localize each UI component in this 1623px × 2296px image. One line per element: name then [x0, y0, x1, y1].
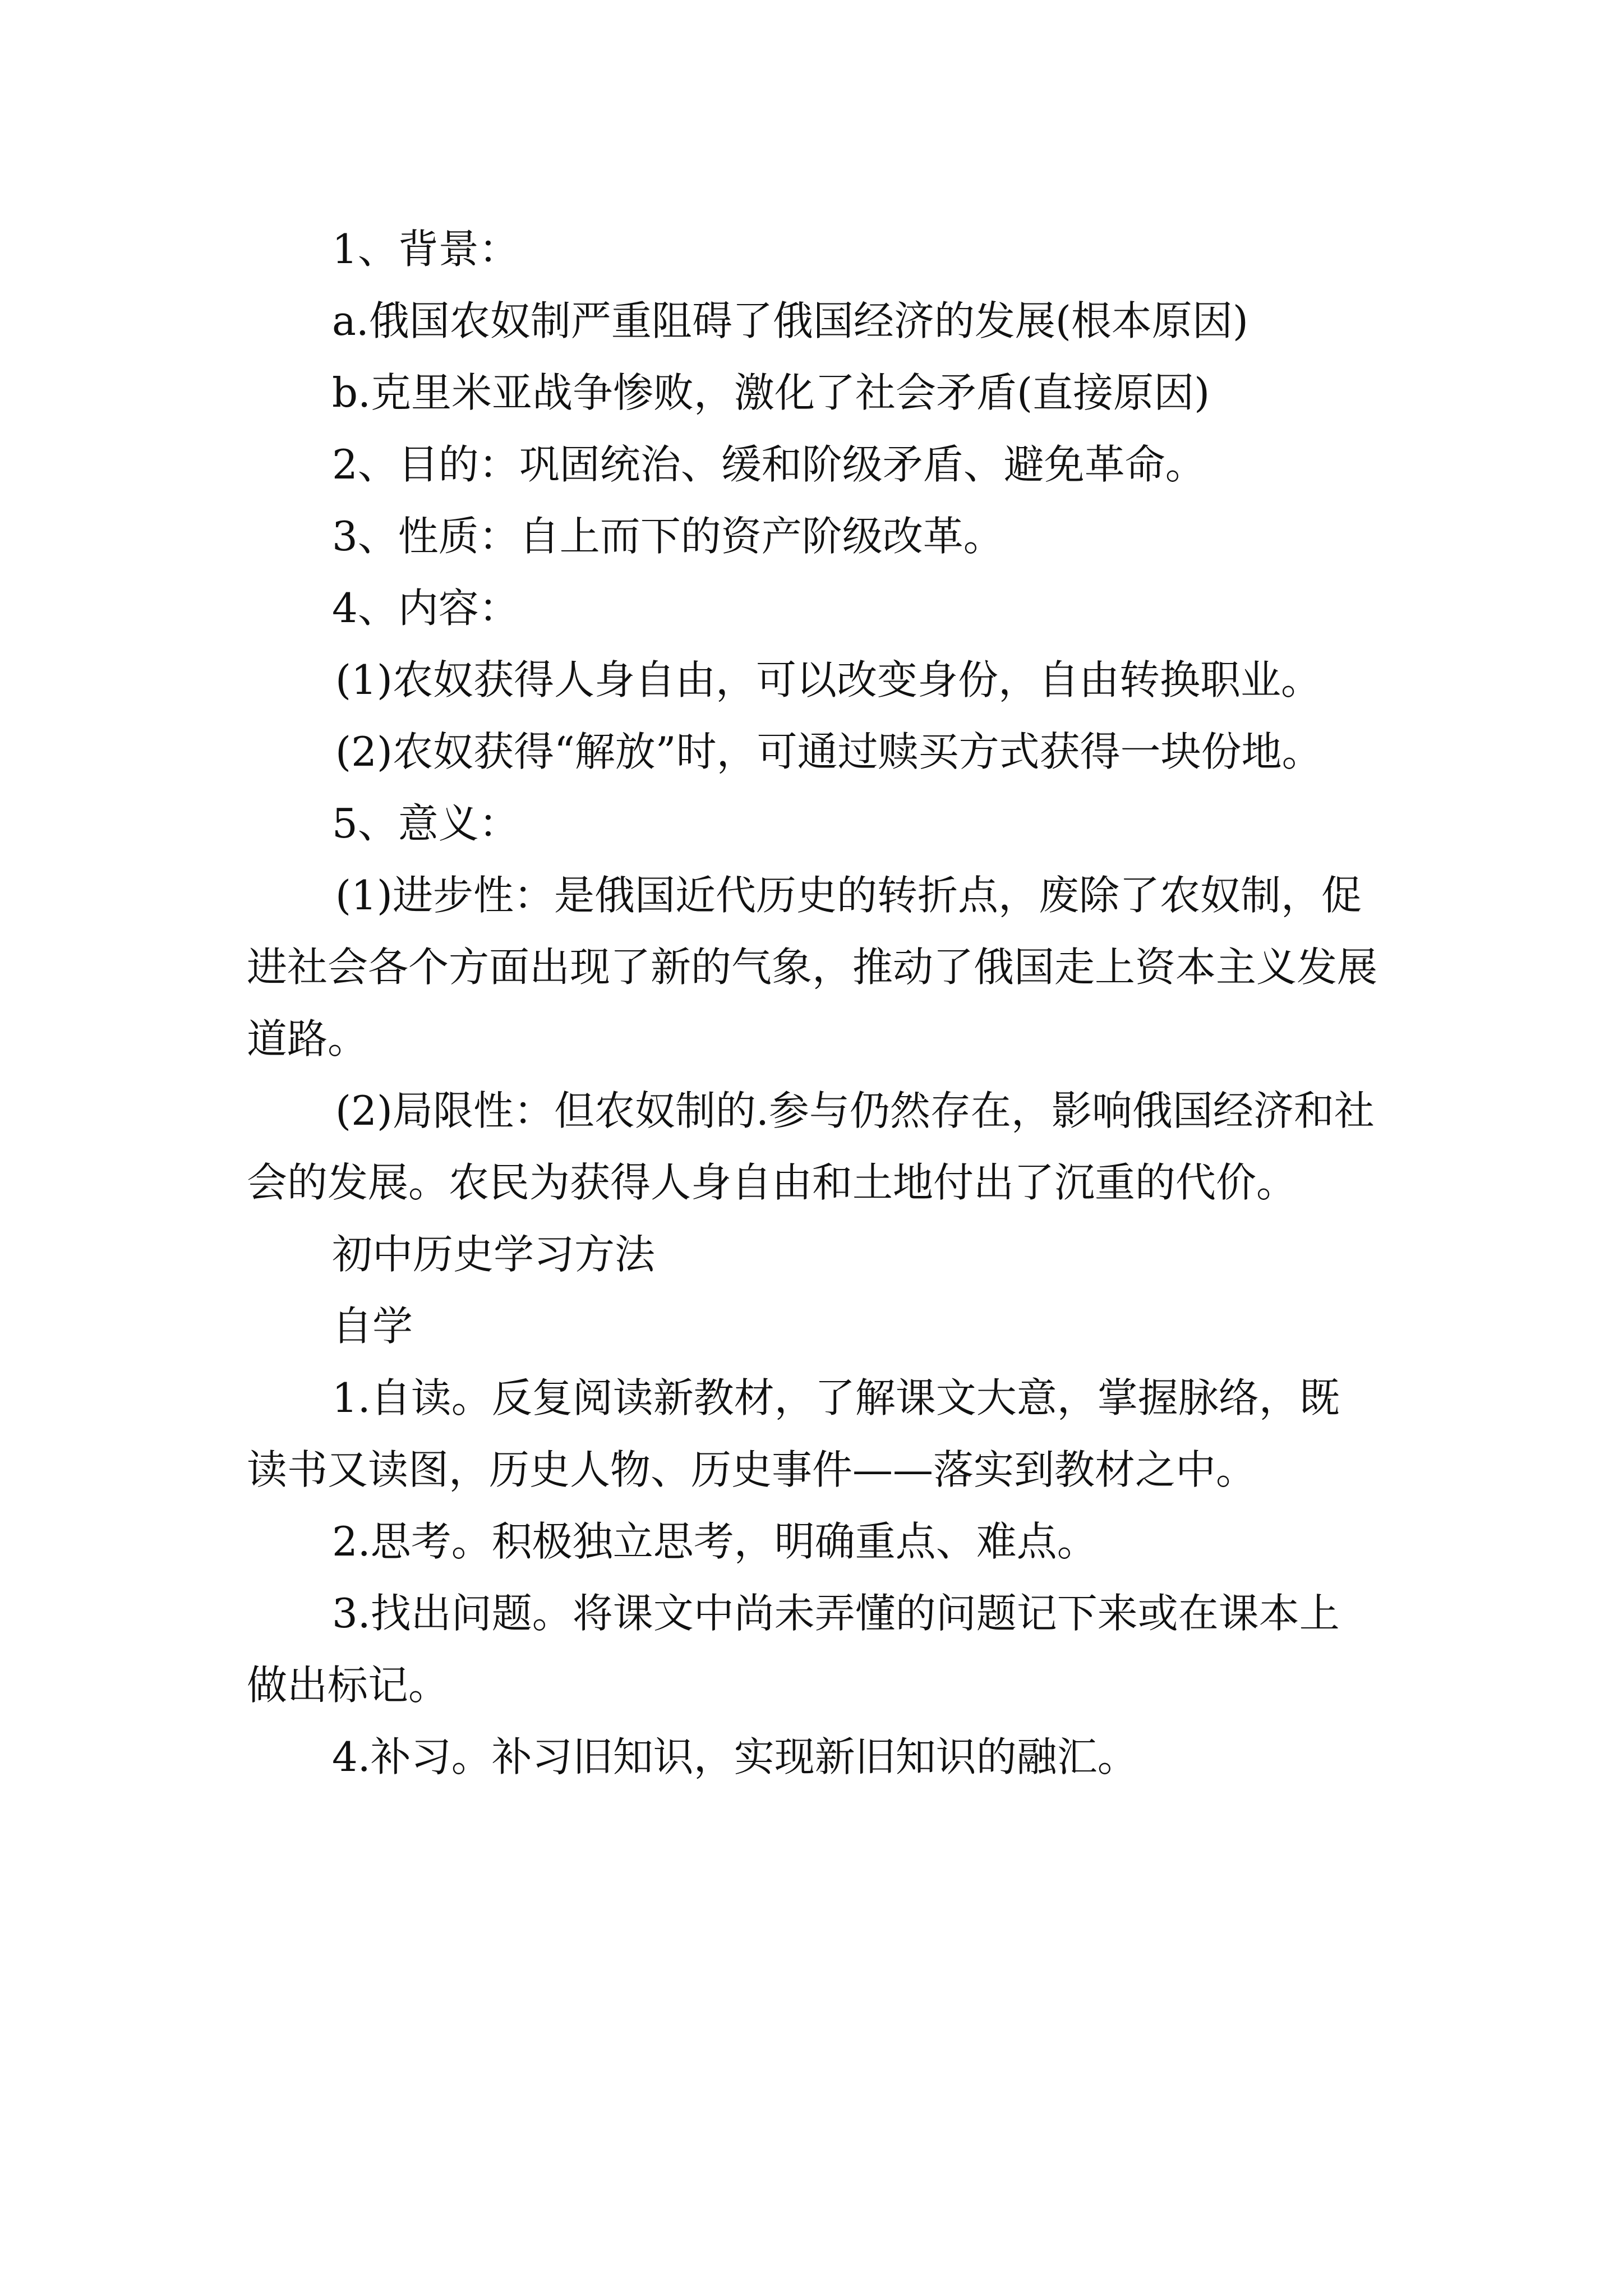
paragraph-background-a: a.俄国农奴制严重阻碍了俄国经济的发展(根本原因): [332, 297, 1248, 344]
paragraph-significance-limitation: (2)局限性：但农奴制的.参与仍然存在，影响俄国经济和社会的发展。农民为获得人身自由和土地付出了沉重的代价。: [247, 1087, 1375, 1206]
section-subtitle-self-study: 自学: [332, 1303, 413, 1350]
paragraph-content-2: (2)农奴获得“解放”时，可通过赎买方式获得一块份地。: [335, 728, 1322, 775]
paragraph-significance-heading: 5、意义：: [332, 800, 519, 847]
paragraph-background-heading: 1、背景：: [332, 226, 519, 273]
paragraph-background-b: b.克里米亚战争惨败，激化了社会矛盾(直接原因): [332, 369, 1210, 416]
paragraph-nature: 3、性质：自上而下的资产阶级改革。: [332, 513, 1004, 560]
paragraph-method-3: 3.找出问题。将课文中尚未弄懂的问题记下来或在课本上做出标记。: [247, 1590, 1340, 1709]
section-title-study-methods: 初中历史学习方法: [332, 1231, 656, 1278]
paragraph-method-2: 2.思考。积极独立思考，明确重点、难点。: [332, 1518, 1098, 1565]
document-body: [247, 213, 1380, 1793]
paragraph-significance-progress: (1)进步性：是俄国近代历史的转折点，废除了农奴制，促进社会各个方面出现了新的气象，推动了俄国走上资本主义发展道路。: [247, 872, 1378, 1062]
paragraph-method-1: 1.自读。反复阅读新教材，了解课文大意，掌握脉络，既读书又读图，历史人物、历史事件——落实到教材之中。: [247, 1374, 1340, 1493]
paragraph-content-heading: 4、内容：: [332, 585, 519, 632]
paragraph-purpose: 2、目的：巩固统治、缓和阶级矛盾、避免革命。: [332, 441, 1206, 488]
paragraph-content-1: (1)农奴获得人身自由，可以改变身份，自由转换职业。: [335, 656, 1321, 703]
paragraph-method-4: 4.补习。补习旧知识，实现新旧知识的融汇。: [332, 1733, 1138, 1780]
